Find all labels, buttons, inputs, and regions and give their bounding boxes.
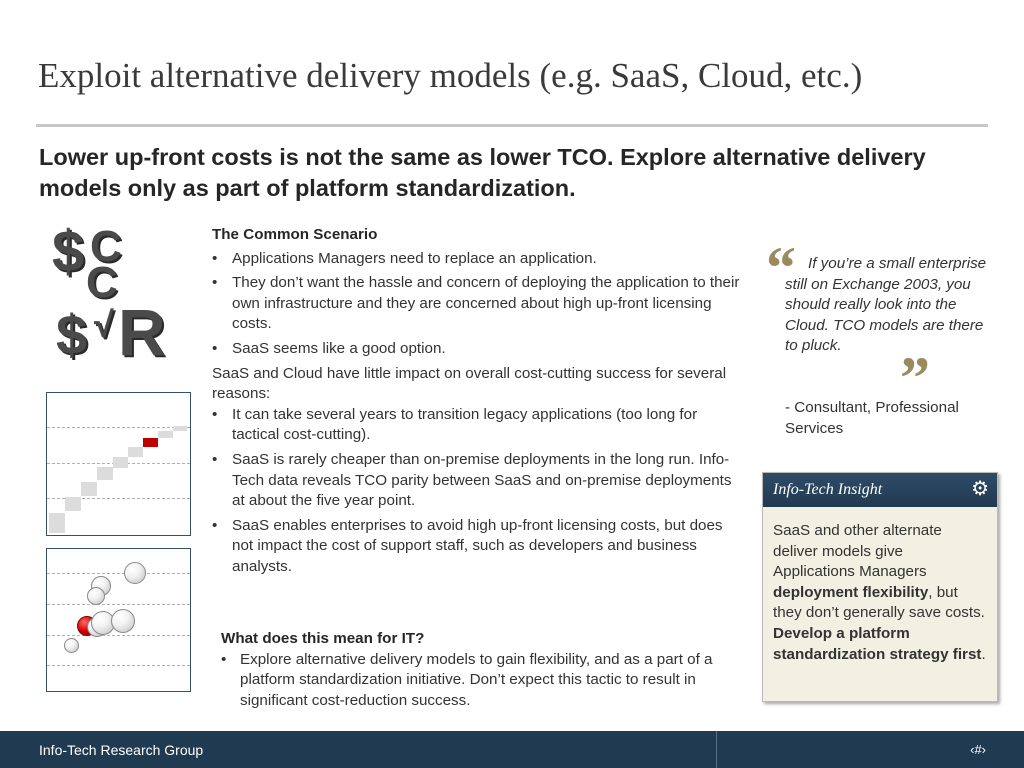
list-item-text: SaaS seems like a good option.	[232, 339, 446, 357]
bullet-glyph: •	[212, 516, 218, 534]
list-item-text: SaaS is rarely cheaper than on-premise deployments in the long run. Info-Tech data reveals TCO parity between SaaS and on-premise deployments at about the five year point.	[232, 450, 732, 510]
logo-dollar-2: $	[56, 303, 88, 366]
insight-label: Info-Tech Insight	[773, 481, 883, 498]
staircase-chart-image	[46, 392, 191, 536]
gears-icon: ⚙	[971, 478, 989, 500]
step-bar	[128, 447, 143, 457]
insight-text-3: .	[981, 645, 986, 663]
it-meaning-section	[221, 629, 741, 711]
logo-root: √	[94, 304, 114, 345]
insight-body	[763, 507, 997, 665]
bullet-glyph: •	[212, 450, 218, 468]
insight-text-2: , but they don’t generally save costs.	[773, 583, 985, 622]
footer-divider	[716, 731, 717, 768]
bullet-glyph: •	[212, 249, 218, 267]
impact-list	[212, 405, 747, 578]
gridline	[47, 635, 190, 636]
bubble	[64, 638, 79, 653]
footer-org-name: Info-Tech Research Group	[39, 742, 204, 758]
slide-title: Exploit alternative delivery models (e.g. SaaS, Cloud, etc.)	[38, 56, 863, 95]
list-item	[212, 339, 747, 360]
list-item	[212, 516, 747, 578]
currency-logo	[52, 219, 182, 374]
list-item-text: Applications Managers need to replace an application.	[232, 249, 597, 267]
footer-bar	[0, 731, 1024, 768]
step-bar	[81, 482, 97, 496]
scenario-list	[212, 249, 747, 360]
insight-header	[763, 473, 997, 507]
step-bar-highlight	[143, 438, 158, 447]
scenario-heading: The Common Scenario	[212, 226, 378, 243]
insight-box	[762, 472, 998, 702]
list-item	[212, 273, 747, 335]
insight-bold-2: Develop a platform standardization strategy first	[773, 624, 982, 663]
consultant-quote	[785, 254, 990, 357]
bullet-glyph: •	[221, 650, 227, 668]
list-item	[212, 249, 747, 270]
meaning-heading: What does this mean for IT?	[221, 630, 425, 647]
main-content	[212, 225, 747, 582]
list-item	[221, 650, 741, 712]
step-bar	[113, 457, 128, 468]
logo-dollar-1: $	[52, 219, 85, 284]
gridline	[47, 665, 190, 666]
quote-attribution: - Consultant, Professional Services	[785, 399, 959, 437]
impact-intro: SaaS and Cloud have little impact on overall cost-cutting success for several reasons:	[212, 364, 727, 403]
step-bar	[158, 431, 173, 438]
logo-c-1: C	[90, 222, 122, 271]
step-bar	[65, 497, 81, 511]
list-item-text: They don’t want the hassle and concern of deploying the application to their own infrastructure and they are concerned about high up-front licensing costs.	[232, 274, 740, 333]
close-quote-mark: ”	[900, 345, 930, 411]
meaning-list	[221, 650, 741, 712]
page-number: ‹#›	[970, 742, 986, 757]
bullet-glyph: •	[212, 405, 218, 423]
logo-r: R	[118, 295, 166, 369]
list-item	[212, 405, 747, 446]
step-bar	[173, 426, 187, 431]
insight-text-1: SaaS and other alternate deliver models give Applications Managers	[773, 522, 942, 581]
insight-bold-1: deployment flexibility	[773, 583, 929, 601]
bubble	[124, 562, 146, 584]
slide-subtitle: Lower up-front costs is not the same as lower TCO. Explore alternative delivery models only as part of platform standardization.	[39, 144, 926, 201]
bubble-chart-image	[46, 548, 191, 692]
gridline	[47, 573, 190, 574]
title-divider	[36, 124, 988, 127]
gridline	[47, 427, 190, 428]
list-item-text: SaaS enables enterprises to avoid high up-front licensing costs, but does not impact the cost of support staff, such as developers and business analysts.	[232, 516, 723, 575]
bubble	[87, 587, 105, 605]
open-quote-mark: “	[766, 235, 796, 301]
bullet-glyph: •	[212, 274, 218, 292]
list-item-text: Explore alternative delivery models to gain flexibility, and as a part of a platform standardization initiative. Don’t expect this tactic to result in significant cost-reduction success.	[240, 650, 713, 709]
step-bar	[97, 467, 113, 480]
list-item-text: It can take several years to transition legacy applications (too long for tactical cost-cutting).	[232, 405, 698, 444]
bullet-glyph: •	[212, 339, 218, 357]
gridline	[47, 604, 190, 605]
quote-text: If you’re a small enterprise still on Exchange 2003, you should really look into the Cloud. TCO models are there to pluck.	[785, 255, 987, 355]
logo-c-2: C	[86, 258, 118, 307]
bubble	[111, 609, 135, 633]
step-bar	[49, 513, 65, 533]
list-item	[212, 450, 747, 512]
